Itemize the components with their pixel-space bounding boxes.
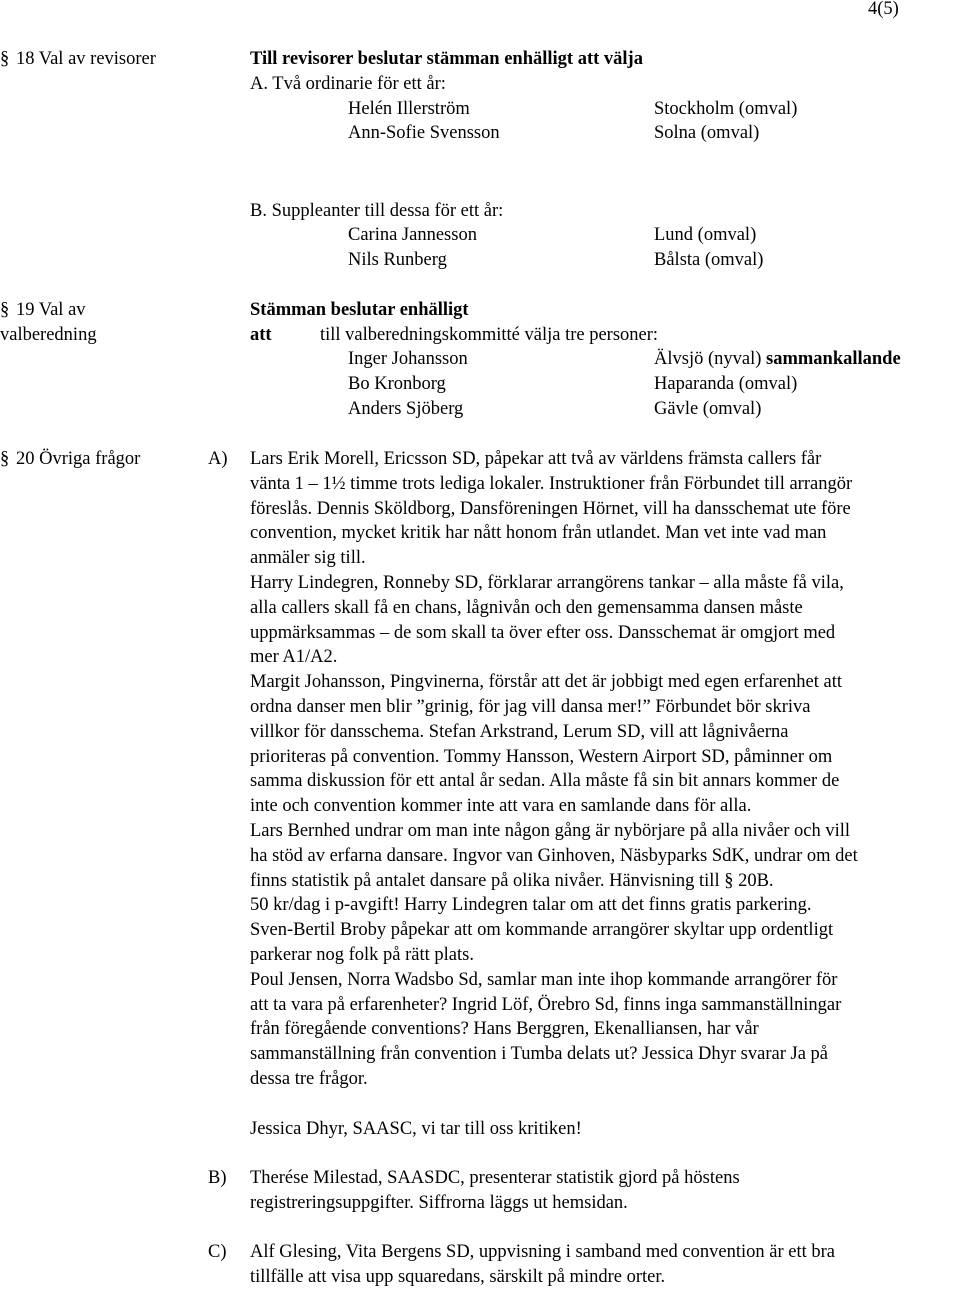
committee-name: Inger Johansson [348,349,468,369]
section-19-title [0,298,86,323]
att-keyword: att [250,325,272,345]
item-c-body [250,1240,960,1290]
item-c-label: C) [208,1242,227,1262]
paragraph-line: vänta 1 – 1½ timme trots lediga lokaler. Instruktioner från Förbundet till arrangör [250,473,853,494]
paragraph-line: finns statistik på antalet dansare på olika nivåer. Hänvisning till § 20B. [250,870,774,891]
paragraph-line: alla callers skall få en chans, lågnivån och den gemensamma dansen måste [250,597,803,618]
section-sign-icon: § [0,300,10,320]
section-18-title [0,47,156,72]
auditor-place: Stockholm (omval) [654,99,798,119]
auditor-name: Ann-Sofie Svensson [348,123,500,143]
section-20-title [0,447,140,472]
deputy-name: Nils Runberg [348,250,447,270]
paragraph-line: inte och convention kommer inte att vara en samlande dans för alla. [250,796,752,817]
paragraph-line: Sven-Bertil Broby påpekar att om kommande arrangörer skyltar upp ordentligt [250,920,834,941]
committee-place: Älvsjö (nyval) sammankallande [654,349,901,369]
deputy-place: Bålsta (omval) [654,250,764,270]
reply-line: Jessica Dhyr, SAASC, vi tar till oss kritiken! [250,1118,582,1139]
paragraph-line: prioriteras på convention. Tommy Hansson, Western Airport SD, påminner om [250,746,833,767]
convener-badge: sammankallande [766,349,901,369]
auditor-name: Helén Illerström [348,99,470,119]
paragraph-line: Margit Johansson, Pingvinerna, förstår att det är jobbigt med egen erfarenhet att [250,672,842,693]
paragraph-line: ha stöd av erfarna dansare. Ingvor van Ginhoven, Näsbyparks SdK, undrar om det [250,845,858,866]
committee-name: Bo Kronborg [348,374,446,394]
committee-place: Haparanda (omval) [654,374,798,394]
paragraph-line: Alf Glesing, Vita Bergens SD, uppvisning i samband med convention är ett bra [250,1242,835,1262]
deputy-place: Lund (omval) [654,225,757,245]
section-19-label: 19 Val av [16,300,86,320]
paragraph-line: convention, mycket kritik har nått honom från utlandet. Man vet inte vad man [250,523,827,544]
paragraph-line: tillfälle att visa upp squaredans, särskilt på mindre orter. [250,1266,666,1287]
paragraph-line: Therése Milestad, SAASDC, presenterar statistik gjord på höstens [250,1168,740,1188]
page-number: 4(5) [868,0,899,19]
committee-place: Gävle (omval) [654,399,762,419]
paragraph-line: sammanställning från convention i Tumba delats ut? Jessica Dhyr svarar Ja på [250,1044,828,1065]
paragraph-line: anmäler sig till. [250,548,366,569]
paragraph-line: dessa tre frågor. [250,1068,368,1089]
section-19-att-text: till valberedningskommitté välja tre personer: [320,325,659,345]
paragraph-line: uppmärksammas – de som skall ta över efter oss. Dansschemat är omgjort med [250,622,836,643]
paragraph-line: Poul Jensen, Norra Wadsbo Sd, samlar man inte ihop kommande arrangörer för [250,969,838,990]
paragraph-line: Lars Erik Morell, Ericsson SD, påpekar att två av världens främsta callers får [250,449,822,469]
section-18-sub-b: B. Suppleanter till dessa för ett år: [250,201,504,221]
paragraph-line: villkor för dansschema. Stefan Arkstrand, Lerum SD, vill att lågnivåerna [250,721,789,742]
paragraph-line: Lars Bernhed undrar om man inte någon gång är nybörjare på alla nivåer och vill [250,820,851,841]
item-b-body [250,1166,960,1216]
auditor-place: Solna (omval) [654,123,760,143]
deputy-name: Carina Jannesson [348,225,477,245]
paragraph-line: samma diskussion för ett antal år sedan. Alla måste få sin bit annars kommer de [250,771,840,792]
item-a-body [250,447,960,1141]
paragraph-line: att ta vara på erfarenheter? Ingrid Löf, Örebro Sd, finns inga sammanställningar [250,994,842,1015]
section-19-label-line2: valberedning [0,325,97,345]
item-b-label: B) [208,1168,227,1188]
section-18-sub-a: A. Två ordinarie för ett år: [250,74,446,94]
paragraph-line: 50 kr/dag i p-avgift! Harry Lindegren talar om att det finns gratis parkering. [250,895,812,916]
paragraph-line: föreslås. Dennis Sköldborg, Dansföreningen Hörnet, vill ha dansschemat ute före [250,498,851,519]
paragraph-line: registreringsuppgifter. Siffrorna läggs ut hemsidan. [250,1192,628,1213]
item-a-label: A) [208,449,228,469]
section-sign-icon: § [0,49,10,69]
section-18-label: 18 Val av revisorer [16,49,156,69]
section-18-heading: Till revisorer beslutar stämman enhälligt att välja [250,49,643,69]
section-19-heading: Stämman beslutar enhälligt [250,300,469,320]
paragraph-line: mer A1/A2. [250,647,338,668]
section-sign-icon: § [0,449,10,469]
committee-name: Anders Sjöberg [348,399,464,419]
paragraph-line: Harry Lindegren, Ronneby SD, förklarar arrangörens tankar – alla måste få vila, [250,572,844,593]
paragraph-line: från föregående conventions? Hans Berggren, Ekenalliansen, har vår [250,1019,759,1040]
paragraph-line: parkerar nog folk på rätt plats. [250,944,474,965]
paragraph-line: ordna danser men blir ”grinig, för jag vill dansa mer!” Förbundet bör skriva [250,696,811,717]
section-20-label: 20 Övriga frågor [16,449,141,469]
